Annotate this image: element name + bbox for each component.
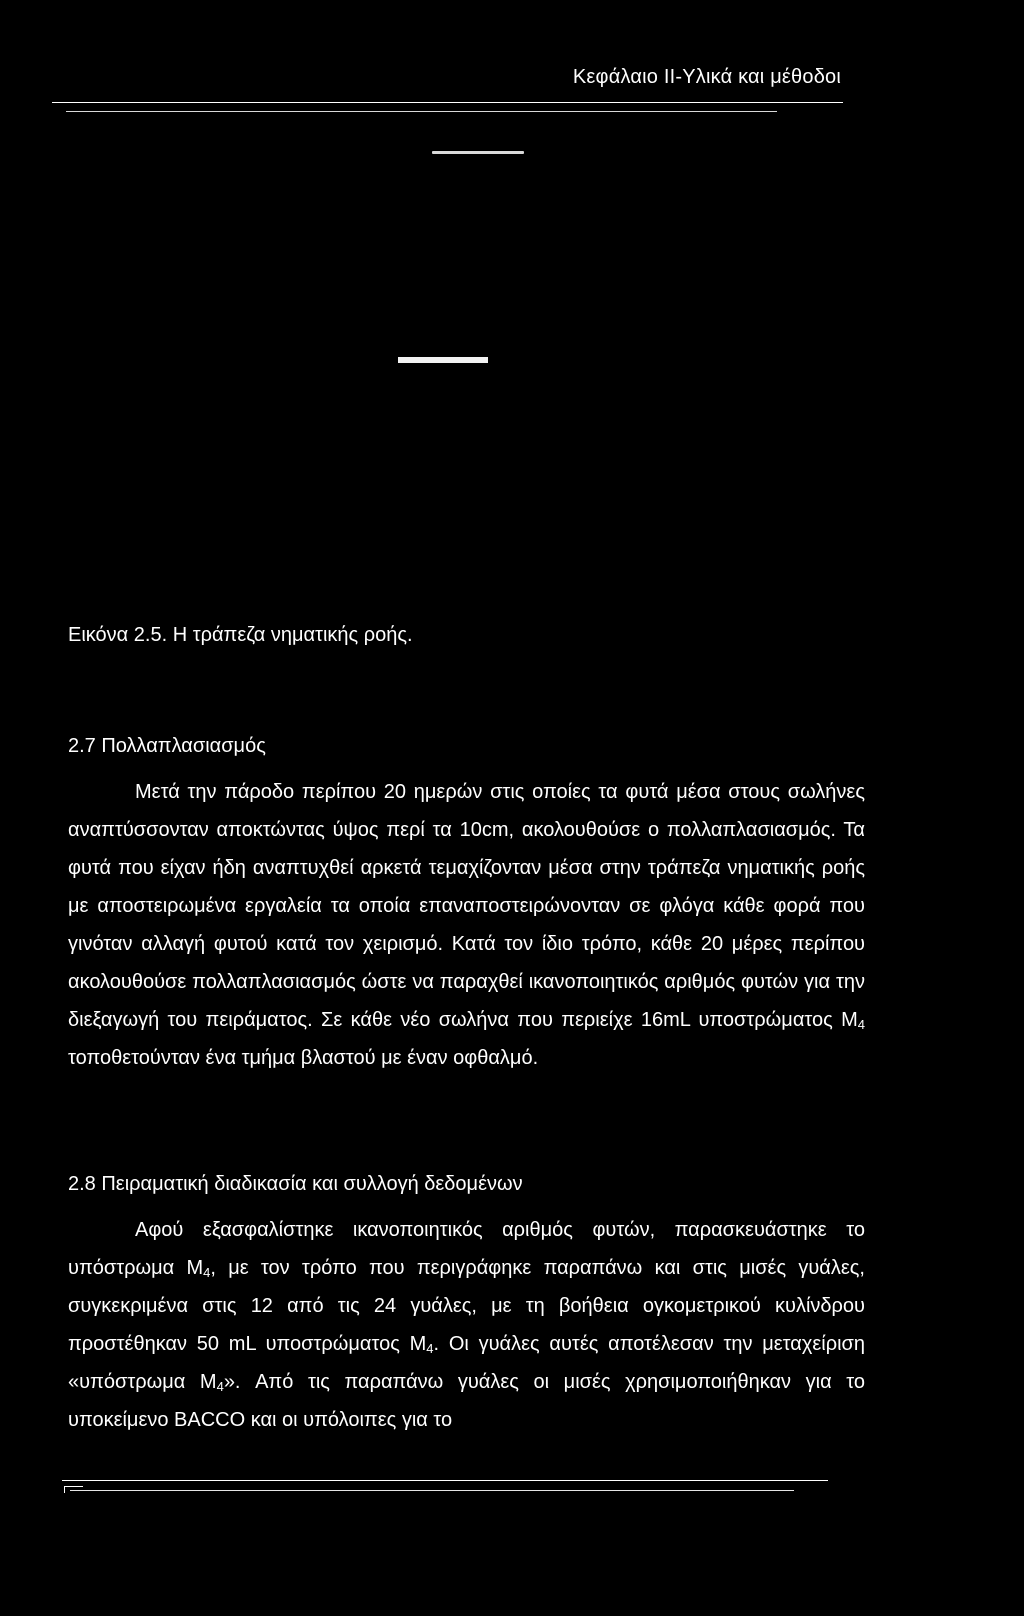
paragraph-text: , με τον τρόπο που περιγράφηκε παραπάνω και στις μισές γυάλες, συγκεκριμένα στις 12 από τις 24 γυάλες, με τη βοήθεια ογκομετρικού κυλίνδρου προστέθηκαν 50 mL υποστρώματος M	[68, 1257, 865, 1355]
section-paragraph	[68, 773, 865, 1077]
header-rule-secondary	[66, 111, 777, 112]
figure-caption: Εικόνα 2.5. Η τράπεζα νηματικής ροής.	[68, 624, 413, 646]
paragraph-text: Αφού εξασφαλίστηκε ικανοποιητικός αριθμός φυτών, παρασκευάστηκε το υπόστρωμα M	[68, 1219, 865, 1279]
subscript: 4	[426, 1341, 434, 1356]
footnote-mark	[64, 1486, 83, 1493]
section-title: 2.7 Πολλαπλασιασμός	[68, 735, 266, 757]
paragraph-text: τοποθετούνταν ένα τμήμα βλαστού με έναν οφθαλμό.	[68, 1047, 539, 1069]
footer-rule	[62, 1480, 828, 1481]
paragraph-text: . Οι γυάλες αυτές αποτέλεσαν την μεταχείριση «υπόστρωμα M	[68, 1333, 865, 1393]
figure-artifact-middle	[398, 357, 488, 363]
footer-rule-secondary	[70, 1490, 794, 1491]
subscript: 4	[216, 1379, 224, 1394]
section-2-8	[68, 1173, 865, 1439]
figure-artifact-top	[432, 151, 524, 154]
section-paragraph	[68, 1211, 865, 1439]
section-title: 2.8 Πειραματική διαδικασία και συλλογή δεδομένων	[68, 1173, 523, 1195]
paragraph-text: ». Από τις παραπάνω γυάλες οι μισές χρησιμοποιήθηκαν για το υποκείμενο BACCO και οι υπόλοιπες για το	[68, 1371, 866, 1431]
header-rule	[52, 102, 843, 103]
subscript: 4	[857, 1017, 865, 1032]
paragraph-text: Μετά την πάροδο περίπου 20 ημερών στις οποίες τα φυτά μέσα στους σωλήνες αναπτύσσονταν αποκτώντας ύψος περί τα 10cm, ακολουθούσε ο πολλαπλασιασμός. Τα φυτά που είχαν ήδη αναπτυχθεί αρκετά τεμαχίζονταν μέσα στην τράπεζα νηματικής ροής με αποστειρωμένα εργαλεία τα οποία επαναποστειρώνονταν σε φλόγα κάθε φορά που γινόταν αλλαγή φυτού κατά τον χειρισμό. Κατά τον ίδιο τρόπο, κάθε 20 μέρες περίπου ακολουθούσε πολλαπλασιασμός ώστε να παραχθεί ικανοποιητικός αριθμός φυτών για την διεξαγωγή του πειράματος. Σε κάθε νέο σωλήνα που περιείχε 16mL υποστρώματος M	[68, 781, 865, 1031]
subscript: 4	[203, 1265, 211, 1280]
section-2-7	[68, 735, 865, 1077]
chapter-header: Κεφάλαιο ΙΙ-Υλικά και μέθοδοι	[572, 66, 841, 88]
